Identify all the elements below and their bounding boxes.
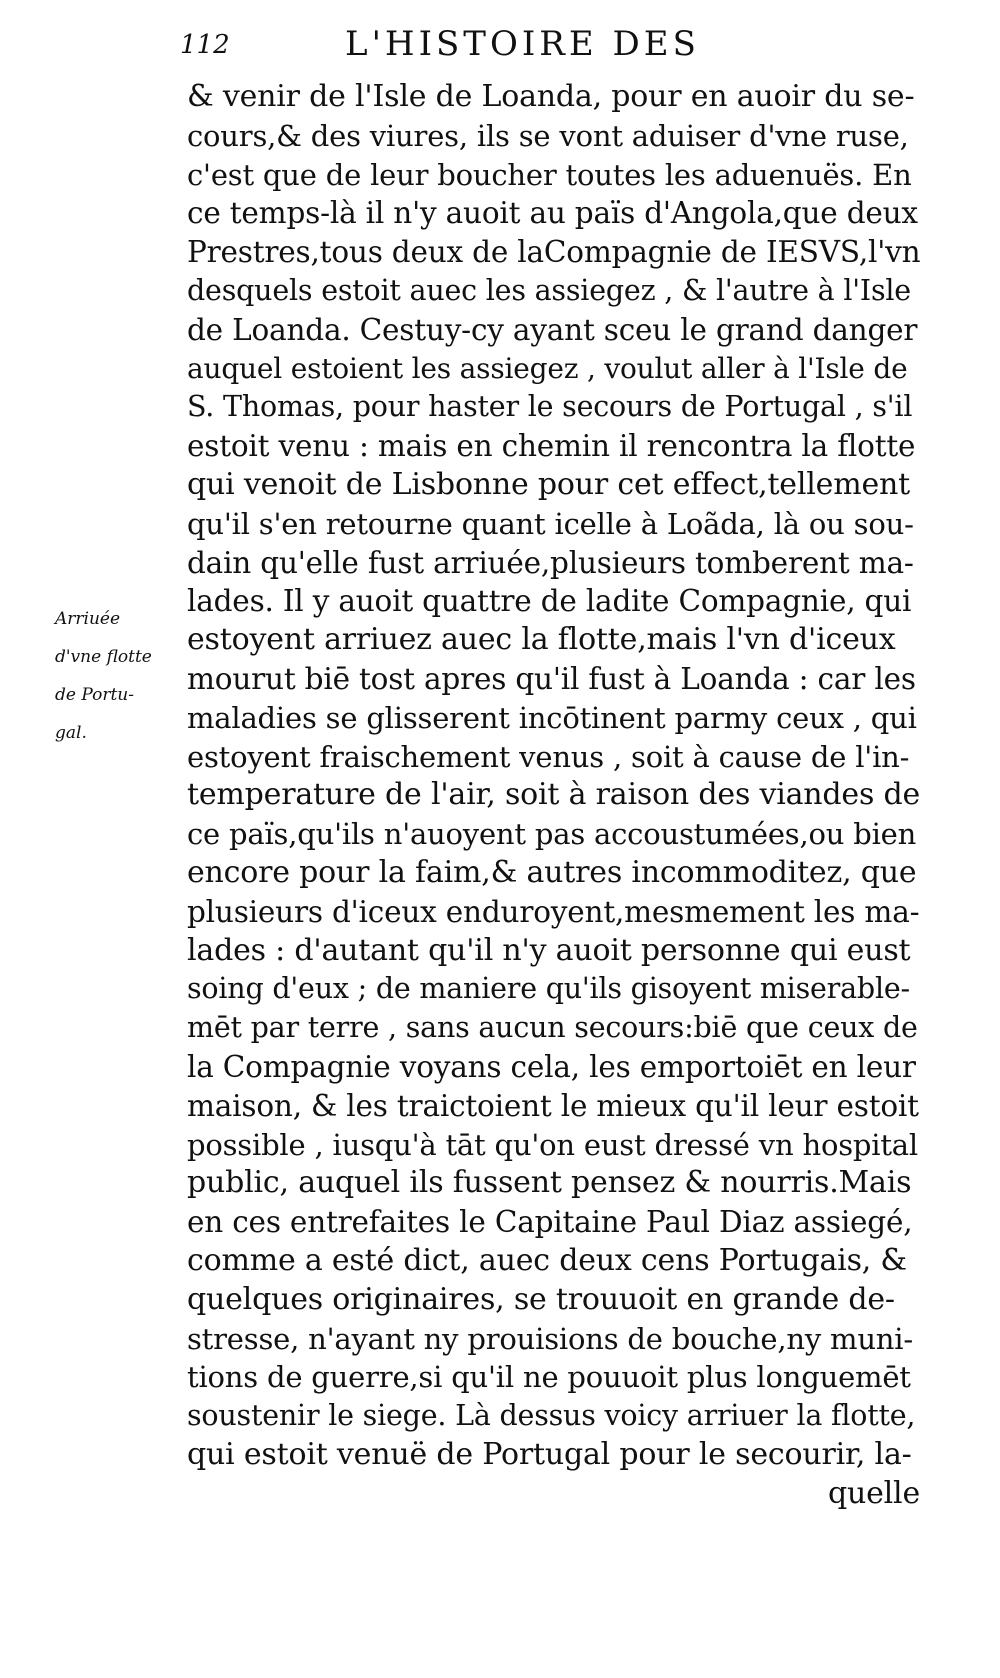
text-line: estoyent arriuez auec la flotte,mais l'vn d'iceux [187, 622, 896, 658]
text-line: comme a esté dict, auec deux cens Portugais, & [187, 1242, 907, 1278]
text-line: quelques originaires, se trouuoit en grande de- [187, 1281, 895, 1317]
text-line: temperature de l'air, soit à raison des viandes de [187, 777, 920, 813]
text-line: possible , iusqu'à tāt qu'on eust dressé vn hospital [187, 1127, 918, 1162]
text-line: ce païs,qu'ils n'auoyent pas accoustumées,ou bien [187, 817, 917, 852]
margin-note-line: de Portu- [55, 685, 134, 705]
text-line: soustenir le siege. Là dessus voicy arriuer la flotte, [187, 1399, 916, 1433]
text-line: Prestres,tous deux de laCompagnie de IESVS,l'vn [187, 235, 920, 270]
margin-note-line: d'vne flotte [55, 647, 152, 667]
text-line: soing d'eux ; de maniere qu'ils gisoyent miserable- [187, 972, 910, 1006]
text-line: dain qu'elle fust arriuée,plusieurs tomberent ma- [187, 545, 914, 580]
margin-note [55, 600, 185, 752]
text-line: maladies se glisserent incōtinent parmy ceux , qui [187, 700, 917, 735]
body-text [187, 78, 920, 1513]
margin-note-line: gal. [55, 723, 87, 743]
text-line: & venir de l'Isle de Loanda, pour en auoir du se- [187, 79, 915, 114]
text-line: tions de guerre,si qu'il ne pouuoit plus longuemēt [187, 1360, 911, 1395]
text-line: lades. Il y auoit quattre de ladite Compagnie, qui [187, 584, 912, 619]
text-line: auquel estoient les assiegez , voulut aller à l'Isle de [187, 351, 908, 385]
text-line: public, auquel ils fussent pensez & nourris.Mais [187, 1165, 912, 1201]
page-number: 112 [180, 30, 230, 60]
text-line: ce temps-là il n'y auoit au païs d'Angola,que deux [187, 196, 918, 231]
text-line: qu'il s'en retourne quant icelle à Loãda, là ou sou- [187, 506, 914, 541]
text-line: mēt par terre , sans aucun secours:biē que ceux de [187, 1011, 918, 1045]
text-line: encore pour la faim,& autres incommoditez, que [187, 854, 917, 890]
catchword: quelle [827, 1475, 920, 1511]
text-line: lades : d'autant qu'il n'y auoit personne qui eust [187, 932, 911, 968]
text-line: estoyent fraischement venus , soit à cause de l'in- [187, 739, 910, 774]
text-line: de Loanda. Cestuy-cy ayant sceu le grand danger [187, 312, 918, 347]
text-line: desquels estoit auec les assiegez , & l'autre à l'Isle [187, 273, 911, 307]
text-line: stresse, n'ayant ny prouisions de bouche,ny muni- [187, 1321, 913, 1356]
text-line: la Compagnie voyans cela, les emportoiēt en leur [187, 1049, 916, 1084]
text-line: en ces entrefaites le Capitaine Paul Diaz assiegé, [187, 1205, 913, 1240]
text-line: plusieurs d'iceux enduroyent,mesmement les ma- [187, 894, 920, 929]
text-line: S. Thomas, pour haster le secours de Portugal , s'il [187, 390, 913, 424]
margin-note-line: Arriuée [55, 609, 121, 629]
text-line: c'est que de leur boucher toutes les aduenuës. En [187, 157, 912, 192]
running-title: L'HISTOIRE DES [345, 24, 700, 64]
text-line: estoit venu : mais en chemin il rencontra la flotte [187, 429, 916, 464]
text-line: mourut biē tost apres qu'il fust à Loanda : car les [187, 661, 916, 696]
text-line: qui venoit de Lisbonne pour cet effect,tellement [187, 466, 910, 502]
text-line: qui estoit venuë de Portugal pour le secourir, la- [187, 1436, 912, 1472]
text-line: cours,& des viures, ils se vont aduiser d'vne ruse, [187, 118, 909, 153]
text-line: maison, & les traictoient le mieux qu'il leur estoit [187, 1088, 919, 1123]
running-head [180, 24, 920, 74]
